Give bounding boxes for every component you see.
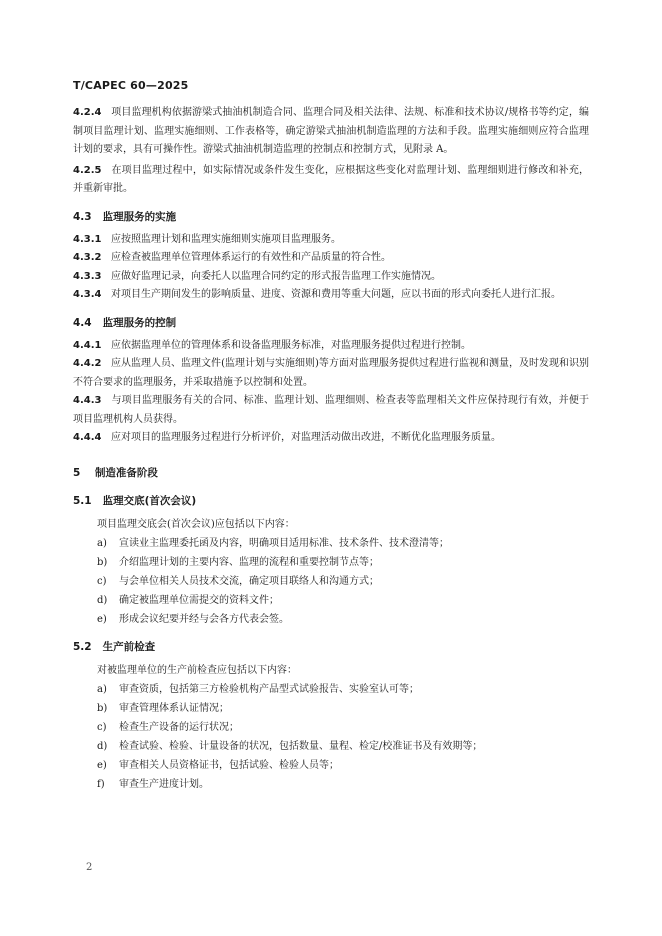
list-marker: b) [97, 556, 108, 568]
clause-text: 应对项目的监理服务过程进行分析评价，对监理活动做出改进，不断优化监理服务质量。 [111, 432, 502, 443]
list-item-text: 检查试验、检验、计量设备的状况，包括数量、量程、检定/校准证书及有效期等； [119, 740, 483, 752]
list-item-text: 审查相关人员资格证书，包括试验、检验人员等； [119, 759, 339, 771]
list-item [73, 718, 589, 737]
list-marker: e) [97, 759, 107, 771]
list-item-text: 审查生产进度计划。 [119, 778, 209, 790]
list-item [73, 699, 589, 718]
list-marker: d) [97, 594, 108, 606]
list-item [73, 775, 589, 794]
list-marker: c) [97, 575, 107, 587]
list-item-text: 与会单位相关人员技术交流，确定项目联络人和沟通方式； [119, 575, 379, 587]
list-intro: 对被监理单位的生产前检查应包括以下内容： [97, 664, 297, 676]
section-heading-5-2 [73, 638, 589, 656]
clause-text: 与项目监理服务有关的合同、标准、监理计划、监理细则、检查表等监理相关文件应保持现行有效，并便于项目监理机构人员获得。 [73, 395, 589, 425]
list-item [73, 572, 589, 591]
chapter-heading-5 [73, 464, 589, 482]
page-number: 2 [86, 862, 93, 873]
list-item-text: 宣读业主监理委托函及内容，明确项目适用标准、技术条件、技术澄清等； [119, 537, 449, 549]
clause-number: 4.3.4 [73, 289, 102, 300]
clause-4-4-2 [73, 355, 589, 392]
list-marker: a) [97, 537, 107, 549]
clause-number: 4.3.3 [73, 270, 102, 282]
chapter-title: 制造准备阶段 [94, 466, 158, 479]
clause-text: 对项目生产期间发生的影响质量、进度、资源和费用等重大问题，应以书面的形式向委托人进行汇报。 [111, 289, 562, 300]
section-heading-4-3 [73, 208, 589, 226]
clause-text: 项目监理机构依据游梁式抽油机制造合同、监理合同及相关法律、法规、标准和技术协议/规格书等约定，编制项目监理计划、监理实施细则、工作表格等，确定游梁式抽油机制造监理的方法和手段。监理实施细则应符合监理计划的要求，具有可操作性。游梁式抽油机制造监理的控制点和控制方式，见附录 A。 [73, 107, 589, 155]
clause-text: 应做好监理记录，向委托人以监理合同约定的形式报告监理工作实施情况。 [111, 270, 442, 282]
section-number: 5.2 [73, 640, 92, 653]
clause-number: 4.4.2 [73, 358, 102, 369]
clause-text: 应检查被监理单位管理体系运行的有效性和产品质量的符合性。 [111, 252, 392, 263]
clause-number: 4.4.1 [73, 339, 102, 351]
clause-number: 4.4.4 [73, 432, 102, 443]
list-marker: d) [97, 740, 108, 752]
list-item [73, 756, 589, 775]
clause-text: 在项目监理过程中，如实际情况或条件发生变化，应根据这些变化对监理计划、监理细则进行修改和补充，并重新审批。 [73, 164, 589, 194]
clause-4-3-1 [73, 231, 589, 250]
clause-text: 应从监理人员、监理文件(监理计划与实施细则)等方面对监理服务提供过程进行监视和测量，及时发现和识别不符合要求的监理服务，并采取措施予以控制和处置。 [73, 358, 589, 388]
list-item [73, 610, 589, 629]
list-item-text: 确定被监理单位需提交的资料文件； [119, 594, 279, 606]
section-number: 4.4 [73, 316, 92, 329]
clause-4-4-3 [73, 392, 589, 429]
list-item-text: 审查管理体系认证情况； [119, 702, 229, 714]
clause-text: 应按照监理计划和监理实施细则实施项目监理服务。 [111, 233, 342, 245]
clause-4-3-4 [73, 286, 589, 305]
section-title: 监理服务的实施 [102, 210, 177, 223]
section-number: 5.1 [73, 494, 92, 507]
clause-number: 4.4.3 [73, 395, 102, 406]
clause-number: 4.2.4 [73, 107, 102, 118]
clause-4-4-1 [73, 337, 589, 356]
list-item [73, 591, 589, 610]
section-title: 监理交底(首次会议) [102, 494, 197, 507]
clause-number: 4.3.2 [73, 252, 102, 263]
list-marker: a) [97, 683, 107, 695]
list-marker: c) [97, 721, 107, 733]
clause-number: 4.3.1 [73, 233, 102, 245]
clause-4-4-4 [73, 429, 589, 448]
list-item [73, 737, 589, 756]
list-item-text: 形成会议纪要并经与会各方代表会签。 [119, 613, 289, 625]
clause-4-3-3 [73, 268, 589, 287]
list-item [73, 680, 589, 699]
section-heading-4-4 [73, 314, 589, 332]
list-item [73, 553, 589, 572]
list-item-text: 审查资质，包括第三方检验机构产品型式试验报告、实验室认可等； [119, 683, 419, 695]
section-heading-5-1 [73, 492, 589, 510]
list-item [73, 534, 589, 553]
list-marker: f) [97, 778, 105, 790]
section-number: 4.3 [73, 210, 92, 223]
section-title: 监理服务的控制 [102, 316, 177, 329]
clause-text: 应依据监理单位的管理体系和设备监理服务标准，对监理服务提供过程进行控制。 [111, 339, 472, 351]
clause-4-2-5 [73, 162, 589, 199]
list-item-text: 检查生产设备的运行状况； [119, 721, 239, 733]
list-intro: 项目监理交底会(首次会议)应包括以下内容： [97, 518, 295, 530]
clause-4-2-4 [73, 104, 589, 160]
list-item-text: 介绍监理计划的主要内容、监理的流程和重要控制节点等； [119, 556, 379, 568]
list-marker: b) [97, 702, 108, 714]
list-marker: e) [97, 613, 107, 625]
chapter-number: 5 [73, 466, 81, 479]
clause-number: 4.2.5 [73, 164, 102, 176]
clause-4-3-2 [73, 249, 589, 268]
document-body [73, 98, 589, 794]
document-code-header: T/CAPEC 60—2025 [73, 79, 189, 92]
section-title: 生产前检查 [102, 640, 156, 653]
